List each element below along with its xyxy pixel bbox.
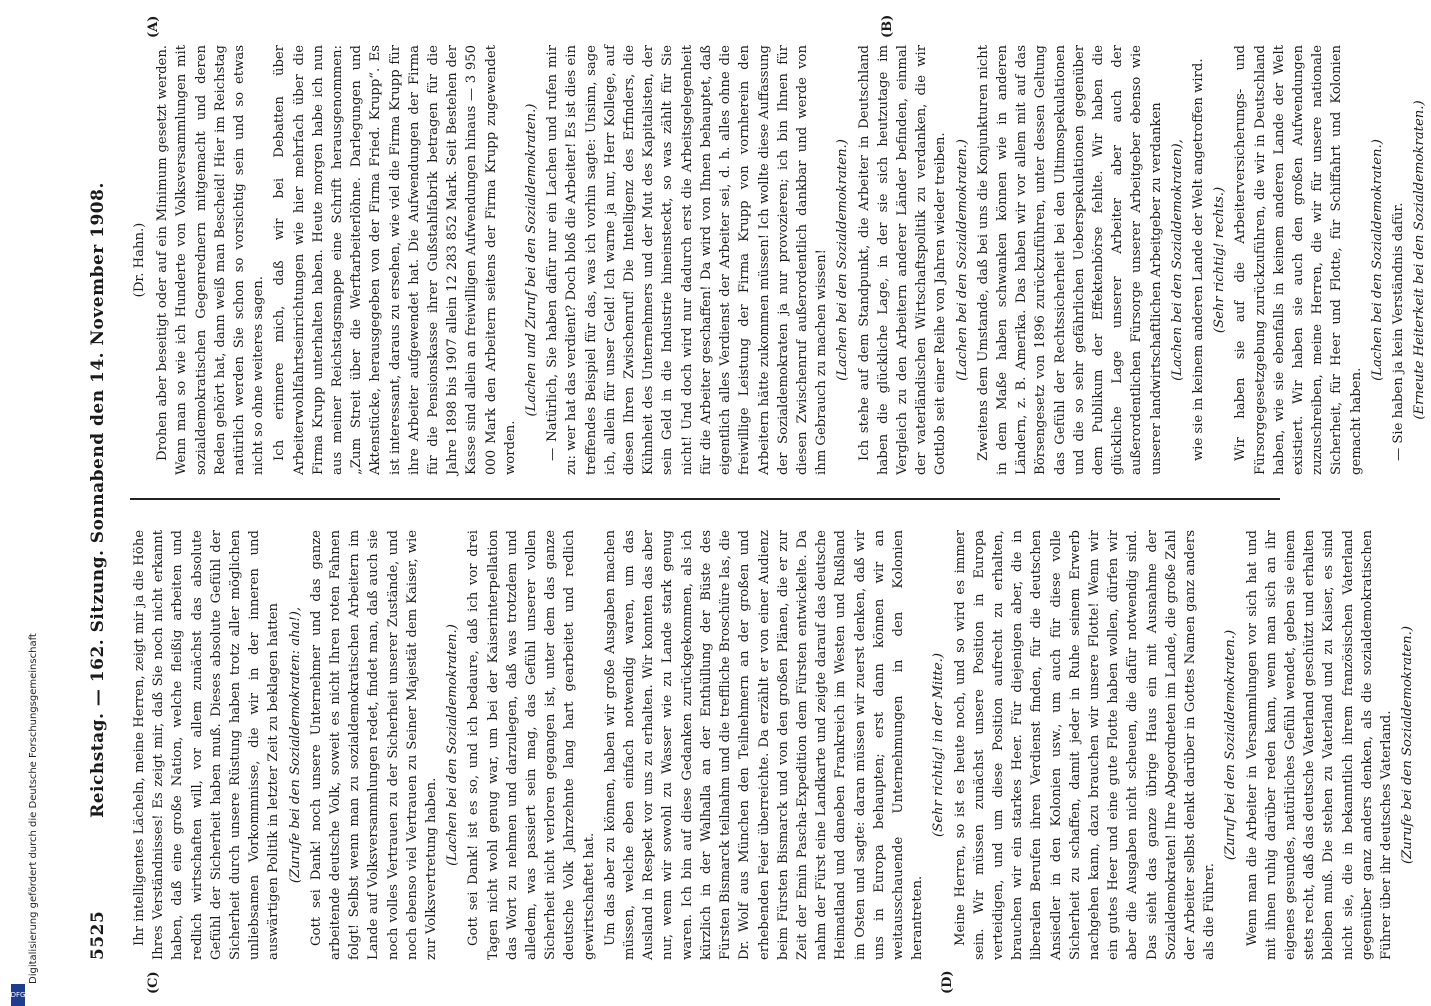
interjection: (Erneute Heiterkeit bei den Sozialdemokraten.) [1412, 100, 1428, 420]
interjection: (Zurufe bei den Sozialdemokraten.) [1400, 625, 1416, 865]
interjection: (Lachen und Zuruf bei den Sozialdemokraten.) [524, 103, 540, 417]
paragraph: Ich erinnere mich, daß wir bei Debatten über Arbeiterwohlfahrtseinrichtungen wie hier mehrfach über die Firma Krupp unterhalten haben. Heute morgen habe ich nun aus meiner Reichstagsmappe eine Schrift herausgenommen: „Zum Streit über die Werftarbeiterlöhne. Darlegungen und Aktenstücke, herausgegeben von der Firma Fried. Krupp“. Es ist interessant, daraus zu ersehen, wie viel die Firma Krupp für ihre Arbeiter aufgewendet hat. Die Aufwendungen der Firma für die Pensionskasse ihrer Gußstahlfabrik betragen für die Jahre 1898 bis 1907 allein 12 283 852 Mark. Seit Bestehen der Kasse sind allein an freiwilligen Aufwendungen hinaus — 3 950 000 Mark den Arbeitern seitens der Firma Krupp zugewendet worden. [272, 45, 518, 475]
interjection: (Lachen bei den Sozialdemokraten.) [954, 139, 970, 381]
paragraph: Gott sei Dank! ist es so, und ich bedaure, daß ich vor drei Tagen nicht wohl genug war, um bei der Kaiserinterpellation das Wort zu nehmen und darzulegen, daß was trotzdem und alledem, was passiert sein mag, das Gefühl unserer vollen Sicherheit nicht verloren gegangen ist, unter dem das ganze deutsche Volk Jahrzehnte lang hart gearbeitet und redlich gewirtschaftet hat. [466, 530, 597, 960]
paragraph: Ihr intelligentes Lächeln, meine Herren, zeigt mir ja die Höhe Ihres Verständnisses! Es zeigt mir, daß Sie noch nicht erkannt haben, daß eine große Nation, welche fleißig arbeiten und redlich wirtschaften will, vor allem zunächst das absolute Gefühl der Sicherheit haben muß. Dieses absolute Gefühl der Sicherheit durch unsere Rüstung haben trotz aller möglichen unliebsamen Vorkommnisse, die wir in der inneren und auswärtigen Politik in letzter Zeit zu beklagen hatten [132, 530, 282, 960]
interjection: (Sehr richtig! rechts.) [1212, 186, 1228, 334]
left-column [130, 45, 1431, 475]
page-title: Reichstag. — 162. Sitzung. Sonnabend den 14. November 1908. [88, 182, 108, 818]
paragraph: Wir haben sie auf die Arbeiterversicherungs- und Fürsorgegesetzgebung zurückzuführen, die wir in Deutschland haben, wie sie ebenfalls in keinem anderen Lande der Welt existiert. Wir haben sie auch den großen Aufwendungen zuzuschreiben, meine Herren, die wir für unsere nationale Sicherheit, für Heer und Flotte, für Schiffahrt und Kolonien gemacht haben. [1233, 45, 1364, 475]
paragraph: — Natürlich, Sie haben dafür nur ein Lachen und rufen mir zu: wer hat das verdient? Doch bloß die Arbeiter! Es ist dies ein treffendes Beispiel für das, was ich vorhin sagte: Unsinn, sage ich, allein für unser Geld! Ich warne ja nur, Herr Kollege, auf diesen Ihren Zwischenruf! Die Intelligenz des Erfinders, die Kühnheit des Unternehmers und der Mut des Kapitalisten, der sein Geld in die Industrie hineinsteckt, so was zählt für Sie nicht! Und doch wird nur dadurch erst die Arbeitsgelegenheit für die Arbeiter geschaffen! Da wird von Ihnen behauptet, daß eigentlich alles Verdienst der Arbeiter sei, d. h. alles ohne die freiwillige Leistung der Firma Krupp von vornherein den Arbeitern hätte zukommen müssen! Ich wollte diese Auffassung der Sozialdemokraten ja nur provozieren; ich bin Ihnen für diesen Zwischenruf außerordentlich dankbar und werde von ihm Gebrauch zu machen wissen! [545, 45, 830, 475]
margin-marker-b: (B) [880, 14, 895, 38]
margin-marker-a: (A) [146, 15, 161, 38]
paragraph: Meine Herren, so ist es heute noch, und so wird es immer sein. Wir müssen zunächst unsere Position in Europa verteidigen, und um diese Position aufrecht zu erhalten, brauchen wir ein starkes Heer. Für diejenigen aber, die in liberalen Berufen ihren Verdienst finden, für die deutschen Ansiedler in den Kolonien usw., um auch für diese volle Sicherheit zu schaffen, damit jeder in Ruhe seinem Erwerb nachgehen kann, dazu brauchen wir unsere Flotte! Wenn wir ein gutes Heer und eine gute Flotte haben wollen, dürfen wir aber die Ausgaben nicht scheuen, die dafür notwendig sind. Das sieht das ganze übrige Haus ein mit Ausnahme der Sozialdemokraten! Ihre Abgeordneten im Lande, die große Zahl der Arbeiter selbst denkt darüber in Gottes Namen ganz anders als die Führer. [952, 530, 1218, 960]
paragraph: Drohen aber beseitigt oder auf ein Minimum gesetzt werden. Wenn man so wie ich Hunderte von Volksversammlungen mit sozialdemokratischen Gegenrednern mitgemacht und deren Reden gehört hat, dann weiß man Bescheid! Hier im Reichstag natürlich werden Sie schon so vorsichtig sein und so etwas nicht so ohne weiteres sagen. [155, 45, 267, 475]
paragraph: Um das aber zu können, haben wir große Ausgaben machen müssen, welche eben einfach notwendig waren, um das Ausland in Respekt vor uns zu erhalten. Wir konnten das aber nur, wenn wir sowohl zu Wasser wie zu Lande stark genug waren. Ich bin auf diese Gedanken zurückgekommen, als ich kürzlich in der Walhalla an der Enthüllung der Büste des Fürsten Bismarck teilnahm und die treffliche Broschüre las, die Dr. Wolf aus München den Teilnehmern an der großen und erhebenden Feier überreichte. Da erzählt er von einer Audienz beim Fürsten Bismarck und von den großen Plänen, die er zur Zeit der Emin Pascha-Expedition dem Fürsten entwickelte. Da nahm der Fürst eine Landkarte und zeigte darauf das deutsche Heimatland und daneben Frankreich im Westen und Rußland im Osten und sagte: daran müssen wir zuerst denken, daß wir uns in Europa behaupten; erst dann können wir an weitausschauende Unternehmungen in den Kolonien herantreten. [602, 530, 926, 960]
paragraph: Wenn man die Arbeiter in Versammlungen vor sich hat und mit ihnen ruhig darüber reden kann, wenn man sich an ihr eigenes gesundes, natürliches Gefühl wendet, geben sie einem stets recht, daß das deutsche Vaterland geschützt und erhalten bleiben muß. Die stehen zu Vaterland und zu Kaiser, es sind nicht sie, die in bekanntlich ihrem französischen Vaterland gegenüber ganz anders denken, als die sozialdemokratischen Führer über ihr deutsches Vaterland. [1244, 530, 1394, 960]
scanned-page [60, 0, 1428, 1000]
margin-marker-d: (D) [940, 970, 955, 994]
paragraph: wie sie in keinem anderen Lande der Welt angetroffen wird. [1190, 58, 1206, 461]
interjection: (Lachen bei den Sozialdemokraten.) [835, 139, 851, 381]
interjection: (Sehr richtig! in der Mitte.) [931, 653, 947, 837]
paragraph: Ich stehe auf dem Standpunkt, die Arbeiter in Deutschland haben die glückliche Lage, in der sie sich heutzutage im Vergleich zu den Arbeitern anderer Länder befinden, einmal der vaterländischen Wirtschaftspolitik zu verdanken, die wir Gottlob seit einer Reihe von Jahren wieder treiben. [856, 45, 949, 475]
interjection: (Lachen bei den Sozialdemokraten), [1169, 139, 1185, 381]
right-column [130, 530, 1419, 960]
dfg-logo-icon: DFG [11, 984, 25, 1006]
interjection: (Lachen bei den Sozialdemokraten.) [445, 624, 461, 866]
page-header [88, 40, 122, 960]
interjection: (Lachen bei den Sozialdemokraten.) [1369, 139, 1385, 381]
margin-marker-c: (C) [146, 971, 161, 994]
interjection: (Zurufe bei den Sozialdemokraten: aha!), [287, 606, 303, 884]
paragraph: Zweitens dem Umstande, daß bei uns die Konjunkturen nicht in dem Maße haben schwanken können wie in anderen Ländern, z. B. Amerika. Das haben wir vor allem mit auf das Börsengesetz von 1896 zurückzuführen, unter dessen Geltung das Gefühl der Rechtssicherheit bei den Ultimospekulationen und die so sehr gefährlichen Ueberspekulationen gegenüber dem Publikum der Effektenbörse fehlte. Wir haben die glückliche Lage unserer Arbeiter aber auch der außerordentlichen Fürsorge unserer Arbeitgeber ebenso wie unserer landwirtschaftlichen Arbeitgeber zu verdanken [975, 45, 1164, 475]
page-number: 5525 [88, 910, 108, 960]
column-divider [130, 498, 1280, 500]
speaker-label: (Dr. Hahn.) [132, 222, 147, 298]
paragraph: Gott sei Dank! noch unsere Unternehmer und das ganze arbeitende deutsche Volk, soweit es nicht Ihren roten Fahnen folgt! Selbst wenn man zu sozialdemokratischen Arbeitern im Lande auf Volksversammlungen redet, findet man, daß auch sie noch volles Vertrauen zu der Sicherheit unserer Zustände, und noch ebenso viel Vertrauen zu Seiner Majestät dem Kaiser, wie zur Volksvertretung haben. [308, 530, 440, 960]
digitization-note: Digitalisierung gefördert durch die Deutsche Forschungsgemeinschaft [28, 633, 39, 984]
interjection: (Zuruf bei den Sozialdemokraten.) [1223, 629, 1239, 861]
side-margin [4, 16, 44, 999]
paragraph: — Sie haben ja kein Verständnis dafür. [1391, 202, 1406, 461]
